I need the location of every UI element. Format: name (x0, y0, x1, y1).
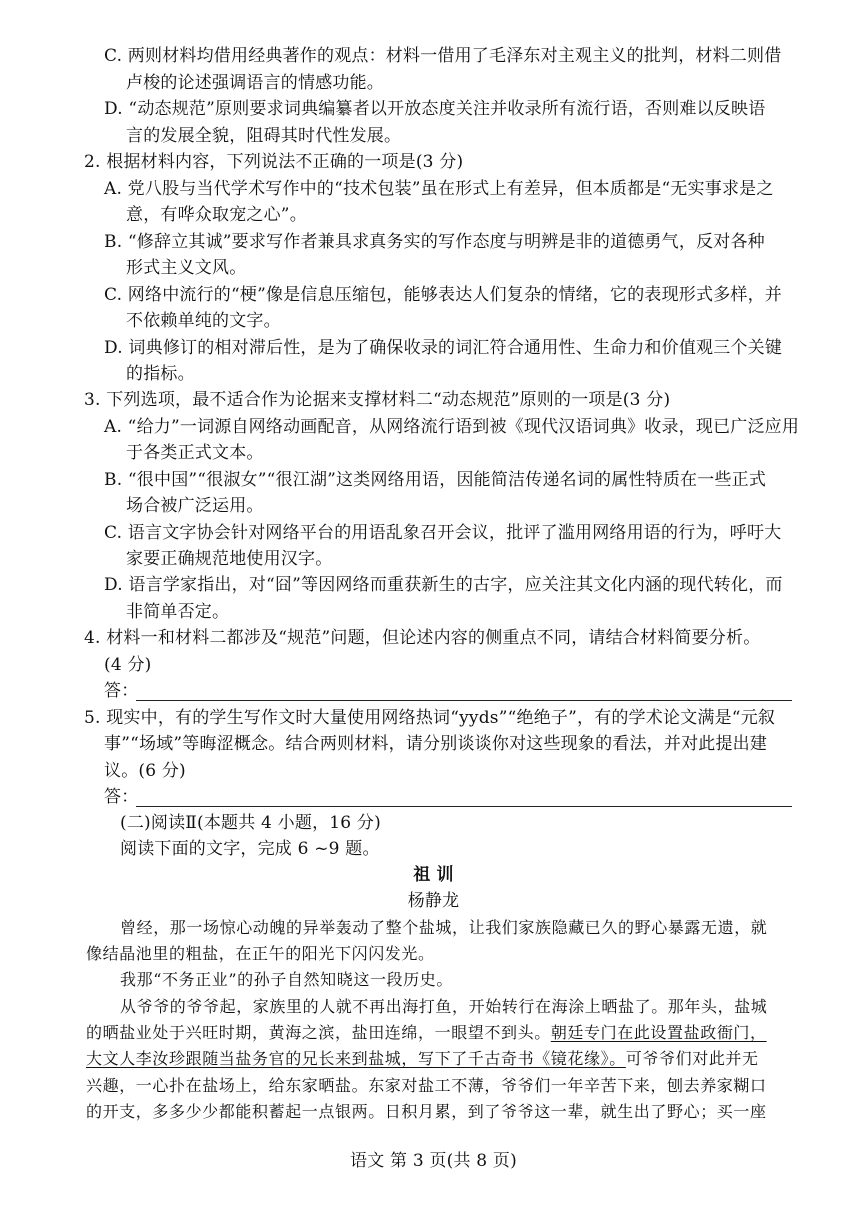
q1-option-c-line1: C. 两则材料均借用经典著作的观点：材料一借用了毛泽东对主观主义的批判，材料二则借 (104, 46, 782, 66)
story-text: 可爷爷们对此并无 (625, 1049, 759, 1068)
answer-4-label: 答： (104, 681, 139, 701)
question-5-stem-line1: 5. 现实中，有的学生写作文时大量使用网络热词“yyds”“绝绝子”，有的学术论文满是“元叙 (84, 708, 776, 728)
q2-option-a-line1: A. 党八股与当代学术写作中的“技术包装”虽在形式上有差异，但本质都是“无实事求是之 (104, 179, 774, 199)
q3-option-c-line2: 家要正确规范地使用汉字。 (126, 549, 333, 569)
q3-option-c-line1: C. 语言文字协会针对网络平台的用语乱象召开会议，批评了滥用网络用语的行为，呼吁大 (104, 523, 782, 543)
section-heading: (二)阅读Ⅱ(本题共 4 小题，16 分) (120, 813, 381, 833)
reading-instruction: 阅读下面的文字，完成 6 ~9 题。 (120, 839, 380, 859)
story-paragraph-2: 我那“不务正业”的孙子自然知晓这一段历史。 (120, 970, 453, 989)
q1-option-c-line2: 卢梭的论述强调语言的情感功能。 (126, 73, 384, 93)
story-paragraph-3-line2 (86, 1022, 767, 1044)
q2-option-d-line2: 的指标。 (126, 364, 195, 384)
answer-5-label: 答： (104, 787, 139, 807)
story-paragraph-1-line2: 像结晶池里的粗盐，在正午的阳光下闪闪发光。 (86, 944, 435, 963)
story-paragraph-1-line1: 曾经，那一场惊心动魄的异举轰动了整个盐城，让我们家族隐藏已久的野心暴露无遗，就 (120, 918, 768, 937)
q3-option-b-line1: B. “很中国”“很淑女”“很江湖”这类网络用语，因能简洁传递名词的属性特质在一些正式 (104, 470, 767, 490)
q2-option-d-line1: D. 词典修订的相对滞后性，是为了确保收录的词汇符合通用性、生命力和价值观三个关键 (104, 338, 783, 358)
answer-5-line[interactable] (136, 806, 792, 807)
story-title: 祖 训 (413, 865, 454, 885)
story-paragraph-3-line5: 的开支，多多少少都能积蓄起一点银两。日积月累，到了爷爷这一辈，就生出了野心；买一座 (86, 1102, 767, 1121)
q2-option-a-line2: 意，有哗众取宠之心”。 (126, 205, 307, 225)
story-paragraph-3-line4: 兴趣，一心扑在盐场上，给东家晒盐。东家对盐工不薄，爷爷们一年辛苦下来，刨去养家糊口 (86, 1076, 767, 1095)
question-4-stem: 4. 材料一和材料二都涉及“规范”问题，但论述内容的侧重点不同，请结合材料简要分析。 (84, 628, 761, 648)
story-author: 杨静龙 (407, 891, 460, 911)
story-paragraph-3-line1: 从爷爷的爷爷起，家族里的人就不再出海打鱼，开始转行在海涂上晒盐了。那年头，盐城 (120, 997, 768, 1016)
story-text: 的晒盐业处于兴旺时期，黄海之滨，盐田连绵，一眼望不到头。 (86, 1023, 551, 1042)
underlined-sentence: 朝廷专门在此设置盐政衙门， (550, 1023, 767, 1042)
question-4-score: (4 分) (104, 655, 152, 675)
q3-option-a-line1: A. “给力”一词源自网络动画配音，从网络流行语到被《现代汉语词典》收录，现已广泛应用 (104, 417, 800, 437)
question-5-stem-line3: 议。(6 分) (104, 761, 186, 781)
q3-option-d-line1: D. 语言学家指出，对“囧”等因网络而重获新生的古字，应关注其文化内涵的现代转化，而 (104, 575, 783, 595)
question-5-stem-line2: 事”“场域”等晦涩概念。结合两则材料，请分别谈谈你对这些现象的看法，并对此提出建 (104, 734, 768, 754)
q1-option-d-line1: D. “动态规范”原则要求词典编纂者以开放态度关注并收录所有流行语，否则难以反映语 (104, 99, 766, 119)
q2-option-b-line2: 形式主义文风。 (126, 258, 247, 278)
page-footer: 语文 第 3 页(共 8 页) (350, 1151, 517, 1171)
question-2-stem: 2. 根据材料内容，下列说法不正确的一项是(3 分) (84, 152, 464, 172)
story-paragraph-3-line3 (86, 1048, 759, 1070)
question-3-stem: 3. 下列选项，最不适合作为论据来支撑材料二“动态规范”原则的一项是(3 分) (84, 390, 671, 410)
q2-option-c-line2: 不依赖单纯的文字。 (126, 311, 281, 331)
q3-option-b-line2: 场合被广泛运用。 (126, 496, 264, 516)
q1-option-d-line2: 言的发展全貌，阻碍其时代性发展。 (126, 126, 402, 146)
answer-4-line[interactable] (136, 700, 792, 701)
q3-option-d-line2: 非简单否定。 (126, 602, 230, 622)
q3-option-a-line2: 于各类正式文本。 (126, 443, 264, 463)
q2-option-c-line1: C. 网络中流行的“梗”像是信息压缩包，能够表达人们复杂的情绪，它的表现形式多样，并 (104, 285, 782, 305)
q2-option-b-line1: B. “修辞立其诚”要求写作者兼具求真务实的写作态度与明辨是非的道德勇气，反对各种 (104, 232, 765, 252)
underlined-sentence: 大文人李汝珍跟随当盐务官的兄长来到盐城，写下了千古奇书《镜花缘》。 (86, 1049, 626, 1068)
